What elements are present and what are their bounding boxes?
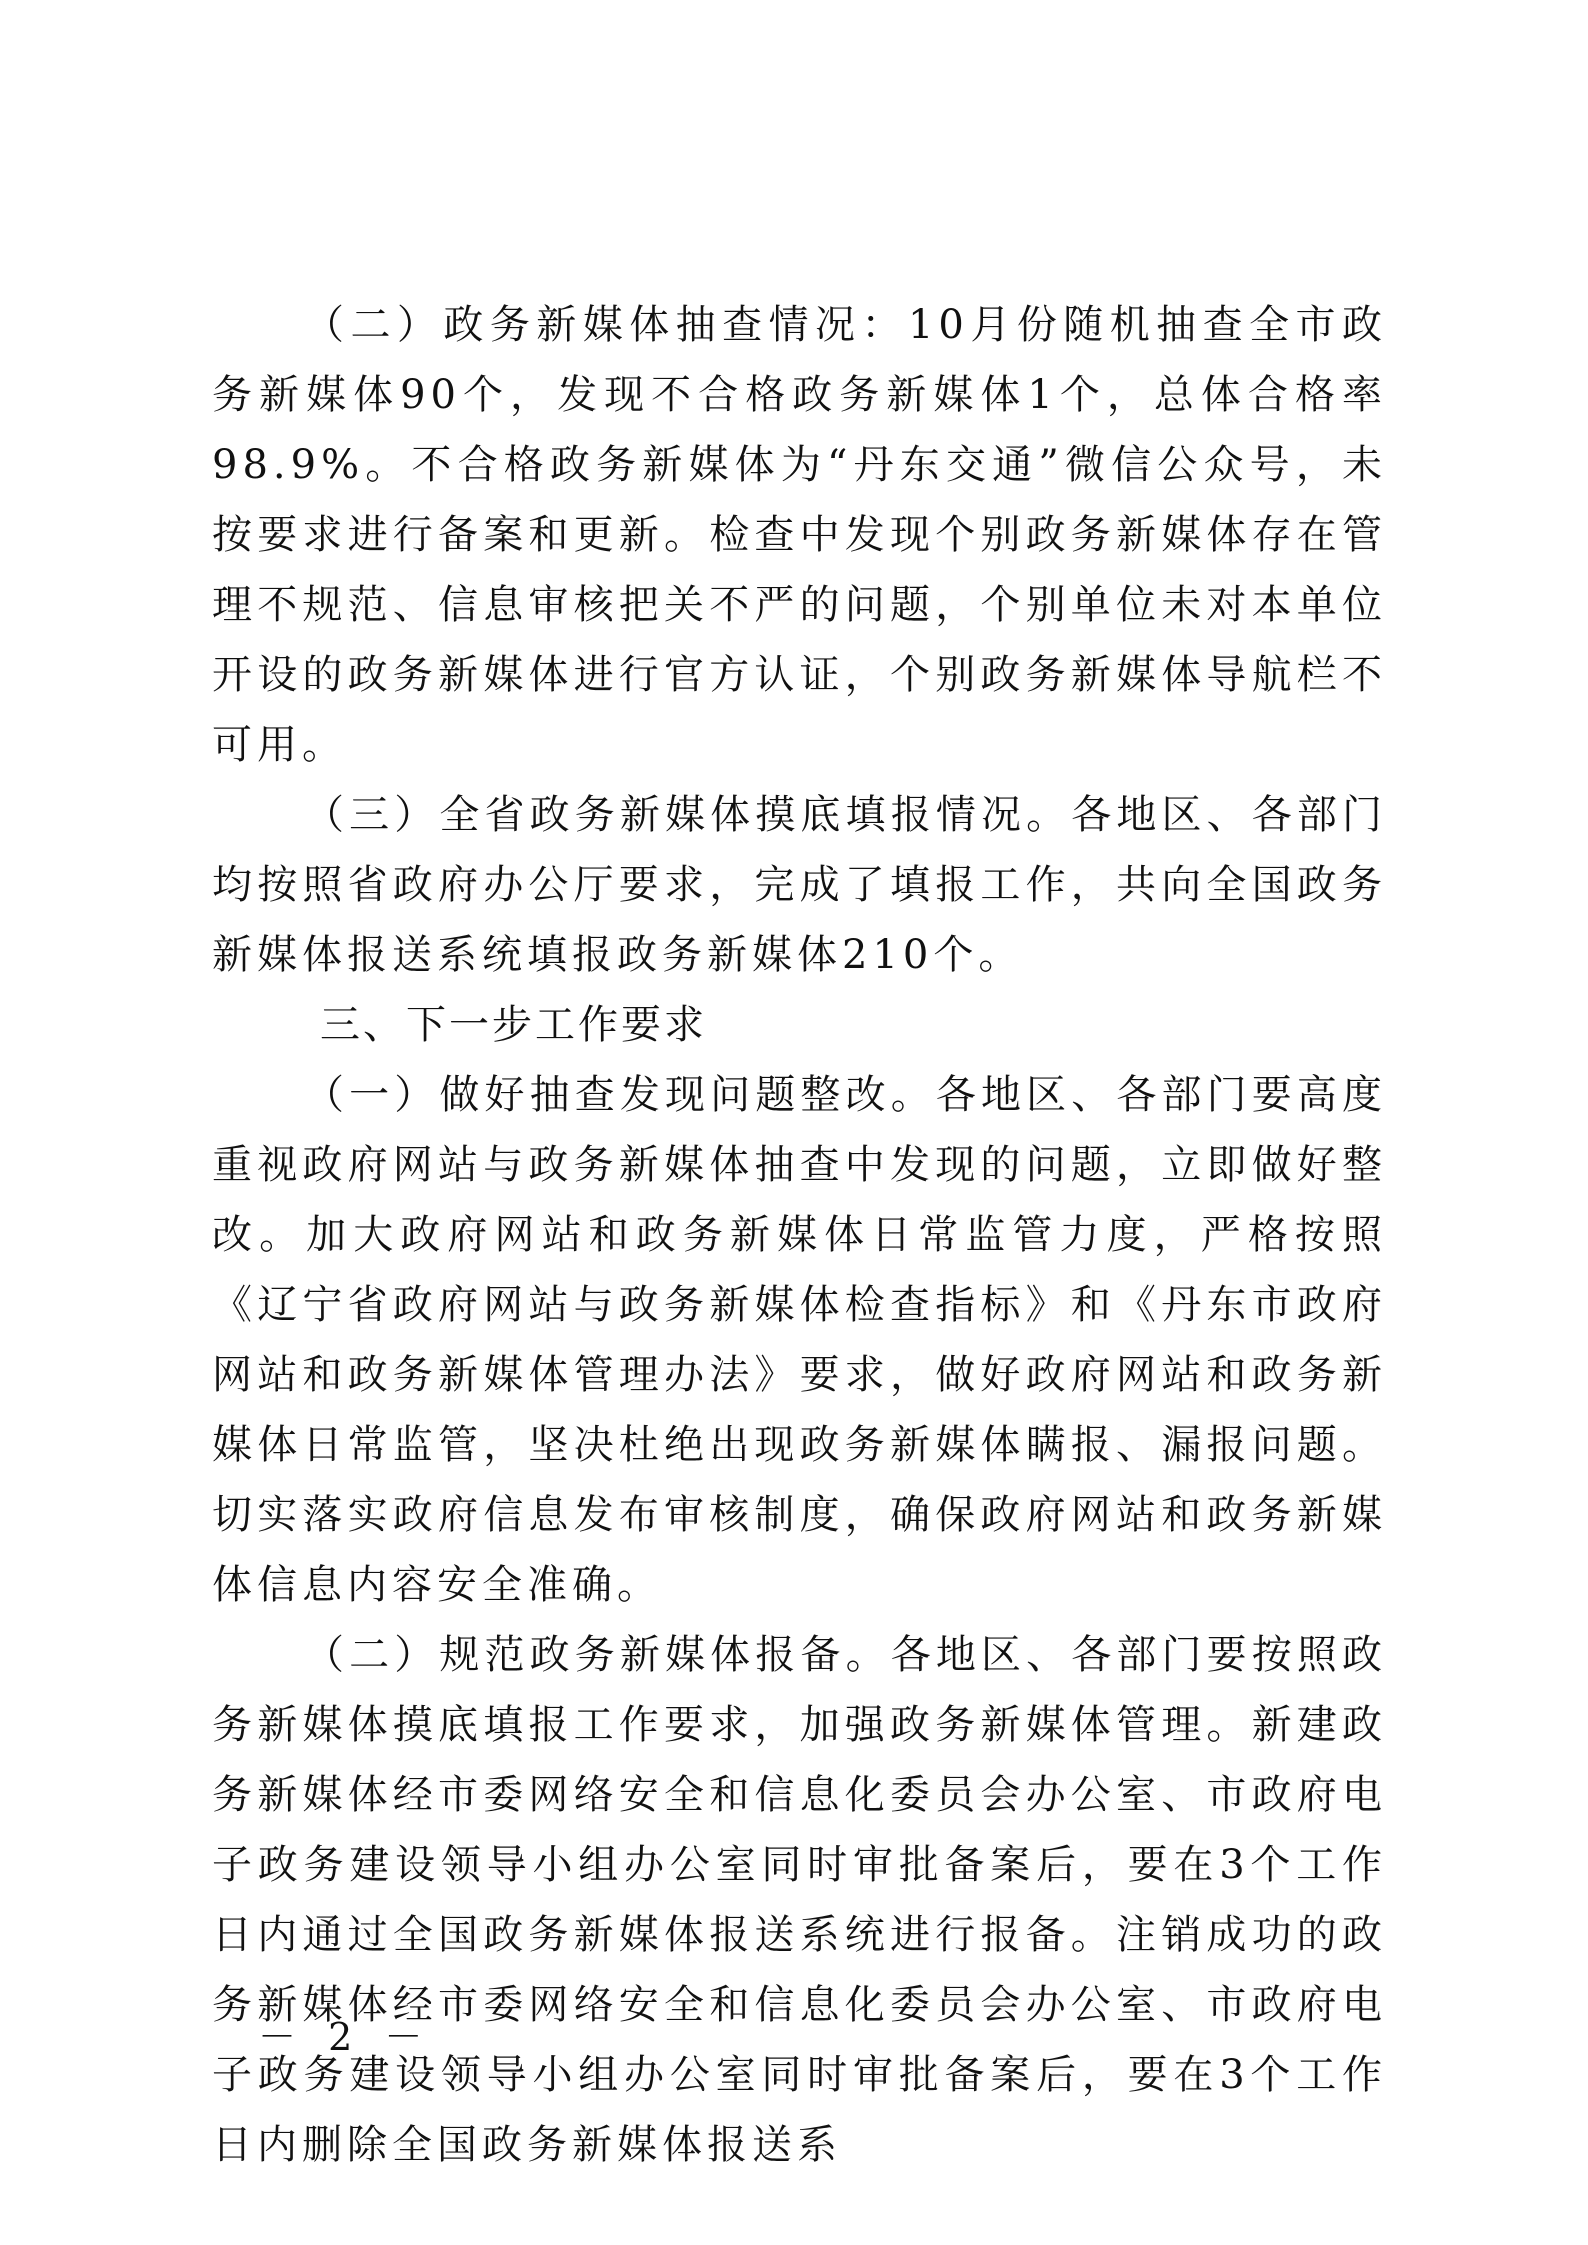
page-number: － 2 － xyxy=(258,2015,433,2059)
paragraph-media-spot-check: （二）政务新媒体抽查情况：10月份随机抽查全市政务新媒体90个，发现不合格政务新媒体1个，总体合格率98.9%。不合格政务新媒体为“丹东交通”微信公众号，未按要求进行备案和更新。检查中发现个别政务新媒体存在管理不规范、信息审核把关不严的问题，个别单位未对本单位开设的政务新媒体进行官方认证，个别政务新媒体导航栏不可用。 xyxy=(212,302,1387,768)
paragraph-filing-standards: （二）规范政务新媒体报备。各地区、各部门要按照政务新媒体摸底填报工作要求，加强政务新媒体管理。新建政务新媒体经市委网络安全和信息化委员会办公室、市政府电子政务建设领导小组办公室同时审批备案后，要在3个工作日内通过全国政务新媒体报送系统进行报备。注销成功的政务新媒体经市委网络安全和信息化委员会办公室、市政府电子政务建设领导小组办公室同时审批备案后，要在3个工作日内删除全国政务新媒体报送系 xyxy=(212,1632,1387,2168)
document-body xyxy=(212,290,1387,2180)
paragraph-rectification: （一）做好抽查发现问题整改。各地区、各部门要高度重视政府网站与政务新媒体抽查中发现的问题，立即做好整改。加大政府网站和政务新媒体日常监管力度，严格按照《辽宁省政府网站与政务新媒体检查指标》和《丹东市政府网站和政务新媒体管理办法》要求，做好政府网站和政务新媒体日常监管，坚决杜绝出现政务新媒体瞒报、漏报问题。切实落实政府信息发布审核制度，确保政府网站和政务新媒体信息内容安全准确。 xyxy=(212,1072,1387,1608)
section-heading-next-steps: 三、下一步工作要求 xyxy=(320,1002,707,1048)
paragraph-provincial-survey: （三）全省政务新媒体摸底填报情况。各地区、各部门均按照省政府办公厅要求，完成了填报工作，共向全国政务新媒体报送系统填报政务新媒体210个。 xyxy=(212,792,1387,978)
